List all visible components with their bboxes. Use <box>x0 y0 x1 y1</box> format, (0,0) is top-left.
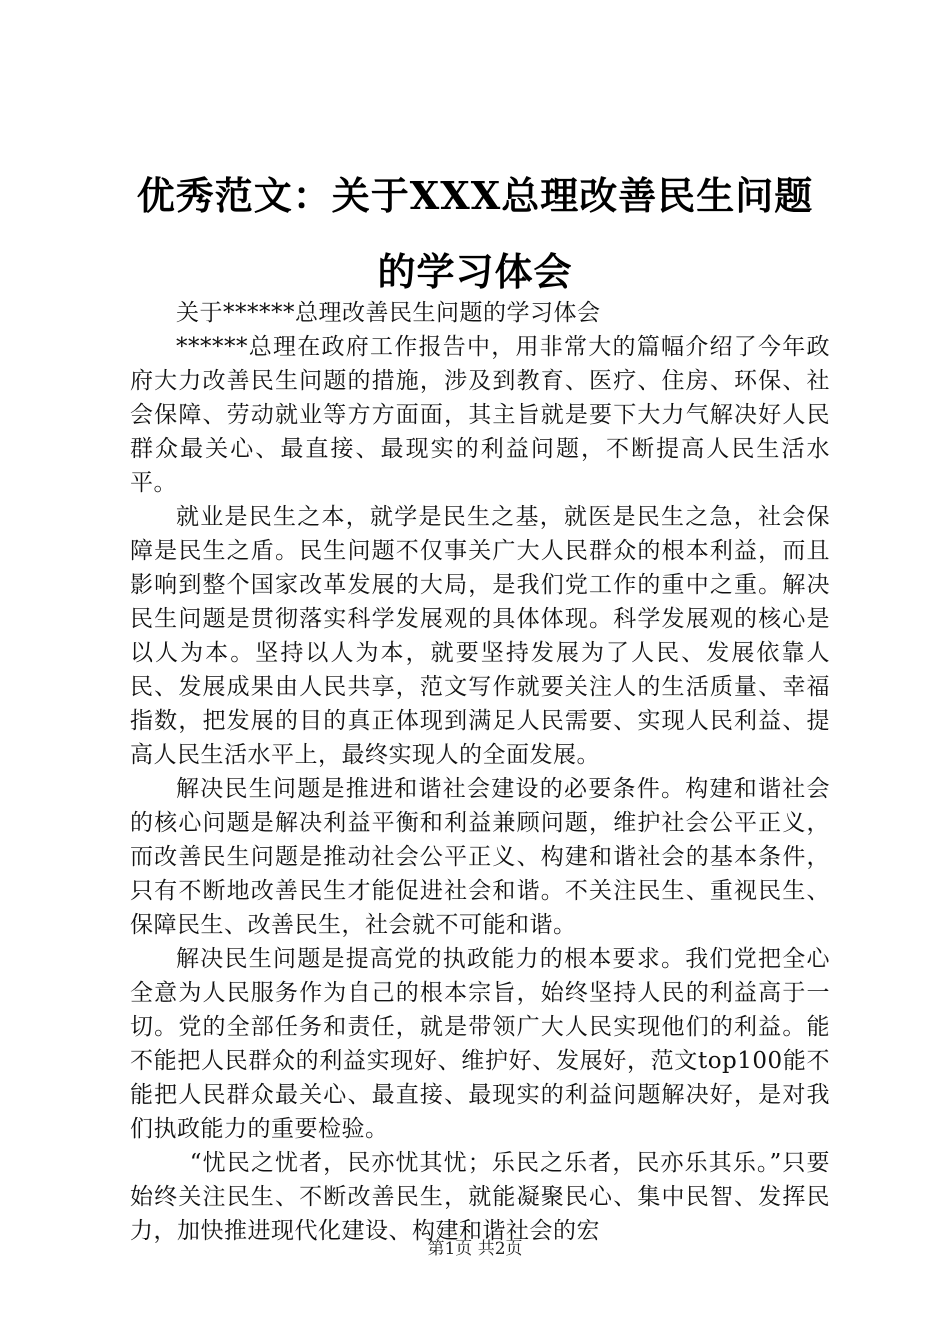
paragraph: ******总理在政府工作报告中，用非常大的篇幅介绍了今年政府大力改善民生问题的措施，涉及到教育、医疗、住房、环保、社会保障、劳动就业等方方面面，其主旨就是要下大力气解决好人民群众最关心、最直接、最现实的利益问题，不断提高人民生活水平。 <box>130 334 830 496</box>
paragraph: 就业是民生之本，就学是民生之基，就医是民生之急，社会保障是民生之盾。民生问题不仅事关广大人民群众的根本利益，而且影响到整个国家改革发展的大局，是我们党工作的重中之重。解决民生问题是贯彻落实科学发展观的具体体现。科学发展观的核心是以人为本。坚持以人为本，就要坚持发展为了人民、发展依靠人民、发展成果由人民共享，范文写作就要关注人的生活质量、幸福指数，把发展的目的真正体现到满足人民需要、实现人民利益、提高人民生活水平上，最终实现人的全面发展。 <box>130 504 830 768</box>
paragraph: 解决民生问题是提高党的执政能力的根本要求。我们党把全心全意为人民服务作为自己的根本宗旨，始终坚持人民的利益高于一切。党的全部任务和责任，就是带领广大人民实现他们的利益。能不能把人民群众的利益实现好、维护好、发展好，范文top100能不能把人民群众最关心、最直接、最现实的利益问题解决好，是对我们执政能力的重要检验。 <box>130 946 830 1142</box>
paragraph-subtitle: 关于******总理改善民生问题的学习体会 <box>176 300 601 326</box>
page-number-footer: 第1页 共2页 <box>427 1239 523 1259</box>
paragraph: 解决民生问题是推进和谐社会建设的必要条件。构建和谐社会的核心问题是解决利益平衡和利益兼顾问题，维护社会公平正义，而改善民生问题是推动社会公平正义、构建和谐社会的基本条件，只有不断地改善民生才能促进社会和谐。不关注民生、重视民生、保障民生、改善民生，社会就不可能和谐。 <box>130 776 830 938</box>
document-body <box>130 296 830 1248</box>
document-title: 优秀范文：关于XXX总理改善民生问题的学习体会 <box>136 173 814 294</box>
paragraph-quote: “忧民之忧者，民亦忧其忧；乐民之乐者，民亦乐其乐。”只要始终关注民生、不断改善民生，就能凝聚民心、集中民智、发挥民力，加快推进现代化建设、构建和谐社会的宏 <box>130 1150 830 1244</box>
